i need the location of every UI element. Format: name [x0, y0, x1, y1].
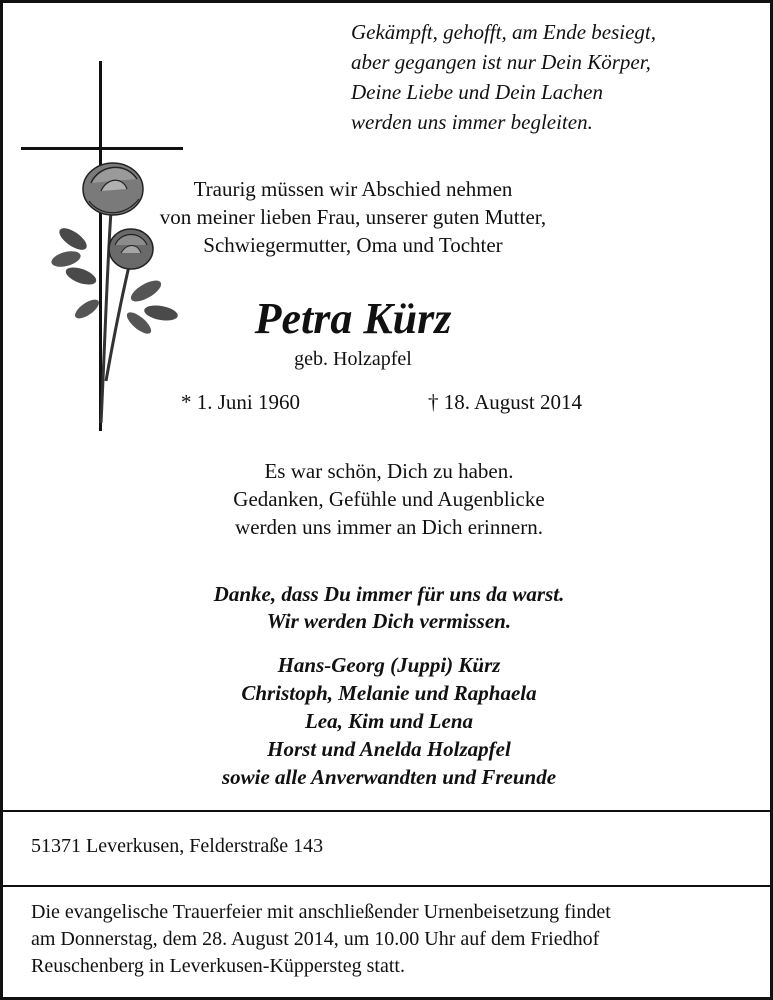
family-member: Lea, Kim und Lena — [304, 709, 473, 733]
intro-line: Traurig müssen wir Abschied nehmen — [193, 177, 513, 201]
divider — [3, 810, 770, 812]
family-list — [139, 651, 639, 791]
memory-text — [139, 457, 639, 541]
family-member: Christoph, Melanie und Raphaela — [241, 681, 537, 705]
death-date: † 18. August 2014 — [428, 390, 583, 414]
poem-line: Deine Liebe und Dein Lachen — [351, 80, 603, 104]
birth-date: * 1. Juni 1960 — [181, 390, 301, 414]
intro-line: von meiner lieben Frau, unserer guten Mutter, — [159, 205, 547, 229]
address: 51371 Leverkusen, Felderstraße 143 — [31, 835, 324, 857]
family-member: Horst und Anelda Holzapfel — [267, 737, 511, 761]
memory-line: werden uns immer an Dich erinnern. — [235, 515, 543, 539]
thanks-text — [139, 581, 639, 635]
family-member: Hans-Georg (Juppi) Kürz — [277, 653, 501, 677]
poem-line: aber gegangen ist nur Dein Körper, — [351, 50, 651, 74]
funeral-line: am Donnerstag, dem 28. August 2014, um 10.00 Uhr auf dem Friedhof — [31, 928, 600, 950]
intro-line: Schwiegermutter, Oma und Tochter — [203, 233, 503, 257]
thanks-line: Danke, dass Du immer für uns da warst. — [213, 582, 565, 606]
memory-line: Gedanken, Gefühle und Augenblicke — [233, 487, 545, 511]
poem — [351, 17, 751, 137]
memory-line: Es war schön, Dich zu haben. — [264, 459, 514, 483]
intro-text — [153, 175, 553, 259]
thanks-line: Wir werden Dich vermissen. — [266, 609, 512, 633]
funeral-line: Reuschenberg in Leverkusen-Küppersteg statt. — [31, 955, 405, 977]
funeral-line: Die evangelische Trauerfeier mit anschließender Urnenbeisetzung findet — [31, 901, 611, 923]
divider — [3, 885, 770, 887]
deceased-name: Petra Kürz — [254, 294, 452, 343]
family-member: sowie alle Anverwandten und Freunde — [221, 765, 557, 789]
birth-name: geb. Holzapfel — [294, 348, 412, 370]
poem-line: Gekämpft, gehofft, am Ende besiegt, — [351, 20, 657, 44]
poem-line: werden uns immer begleiten. — [351, 110, 593, 134]
funeral-notice — [31, 899, 611, 980]
